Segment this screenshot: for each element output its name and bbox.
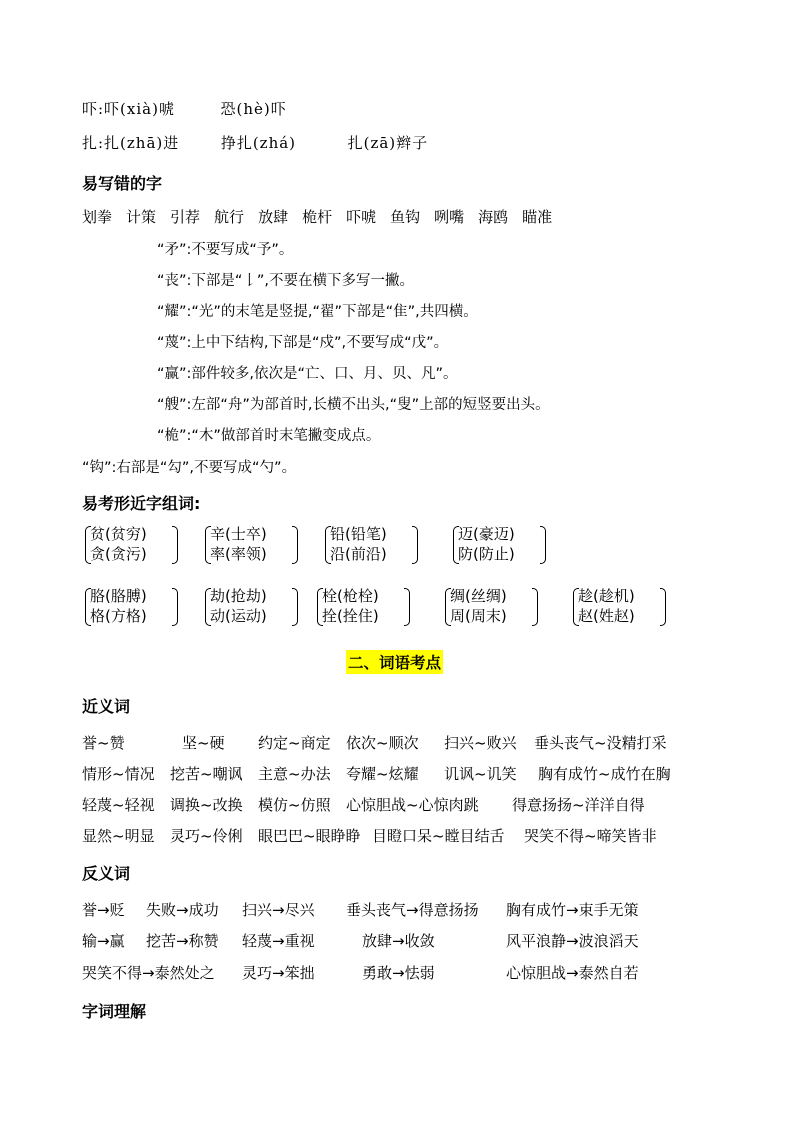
antonym-pair: 勇敢→怯弱 [362, 964, 435, 982]
char-group [450, 586, 507, 626]
char-group-line: 劫(抢劫) [210, 587, 267, 605]
synonym-pair: 眼巴巴~眼睁睁 [258, 827, 361, 845]
char-group-line: 拴(拴住) [322, 607, 379, 625]
antonym-pair: 灵巧→笨拙 [242, 964, 315, 982]
antonym-pair: 挖苦→称赞 [146, 932, 219, 950]
note-line: “蔑”:上中下结构,下部是“戍”,不要写成“戊”。 [157, 335, 449, 351]
synonym-pair: 挖苦~嘲讽 [170, 765, 243, 783]
char-group-line: 动(运动) [210, 607, 267, 625]
char-group [210, 586, 267, 626]
word-item: 引荐 [170, 208, 201, 226]
char-group-line: 绸(丝绸) [450, 587, 507, 605]
antonym-pair: 扫兴→尽兴 [242, 901, 315, 919]
synonym-pair: 约定~商定 [258, 734, 331, 752]
word-item: 瞄准 [522, 208, 553, 226]
char-group-line: 胳(胳膊) [90, 587, 147, 605]
word-item: 吓唬 [346, 208, 377, 226]
word-item: 划拳 [82, 208, 113, 226]
pinyin-item: 恐(hè)吓 [220, 100, 287, 118]
word-item: 放肆 [258, 208, 289, 226]
word-item: 鱼钩 [390, 208, 421, 226]
pinyin-item: 挣扎(zhá) [220, 134, 297, 152]
synonym-pair: 轻蔑~轻视 [82, 796, 155, 814]
synonym-pair: 目瞪口呆~瞠目结舌 [372, 827, 505, 845]
synonym-pair: 胸有成竹~成竹在胸 [538, 765, 671, 783]
char-group-line: 趁(趁机) [578, 587, 635, 605]
synonym-pair: 扫兴~败兴 [444, 734, 517, 752]
note-line: “艘”:左部“舟”为部首时,长横不出头,“叟”上部的短竖要出头。 [157, 397, 550, 413]
antonym-pair: 放肆→收敛 [362, 932, 435, 950]
antonym-pair: 誉→贬 [82, 901, 125, 919]
char-group [90, 586, 147, 626]
note-line: “桅”:“木”做部首时末笔撇变成点。 [157, 428, 381, 444]
synonym-pair: 灵巧~伶俐 [170, 827, 243, 845]
char-group-line: 沿(前沿) [330, 545, 387, 563]
antonym-pair: 垂头丧气→得意扬扬 [346, 901, 479, 919]
char-group [322, 586, 379, 626]
synonym-pair: 心惊胆战~心惊肉跳 [346, 796, 479, 814]
char-group-line: 栓(枪栓) [322, 587, 379, 605]
char-group-line: 率(率领) [210, 545, 267, 563]
char-group-line: 周(周末) [450, 607, 507, 625]
note-line: “丧”:下部是“𠄌”,不要在横下多写一撇。 [157, 273, 415, 289]
section-two-title: 二、词语考点 [346, 650, 443, 674]
note-line: “钩”:右部是“勾”,不要写成“勺”。 [82, 460, 297, 476]
antonym-pair: 胸有成竹→束手无策 [506, 901, 639, 919]
char-group [210, 524, 267, 564]
section-heading-similar-chars: 易考形近字组词: [82, 494, 201, 513]
char-group [458, 524, 515, 564]
word-understanding-heading: 字词理解 [82, 1002, 147, 1021]
section-heading-hard-to-write: 易写错的字 [82, 174, 163, 193]
word-item: 咧嘴 [434, 208, 465, 226]
note-line: “耀”:“光”的末笔是竖提,“翟”下部是“隹”,共四横。 [157, 304, 478, 320]
synonym-pair: 誉~赞 [82, 734, 125, 752]
char-group-line: 迈(豪迈) [458, 525, 515, 543]
pinyin-line-1 [82, 98, 287, 119]
char-group-line: 贪(贪污) [90, 545, 147, 563]
antonym-pair: 轻蔑→重视 [242, 932, 315, 950]
char-group-line: 防(防止) [458, 545, 515, 563]
antonym-pair: 失败→成功 [146, 901, 219, 919]
char-group-line: 贫(贫穷) [90, 525, 147, 543]
synonym-pair: 调换~改换 [170, 796, 243, 814]
word-item: 桅杆 [302, 208, 333, 226]
char-group-line: 赵(姓赵) [578, 607, 635, 625]
word-item: 计策 [126, 208, 157, 226]
synonym-pair: 主意~办法 [258, 765, 331, 783]
synonym-pair: 情形~情况 [82, 765, 155, 783]
antonym-pair: 心惊胆战→泰然自若 [506, 964, 639, 982]
antonyms-heading: 反义词 [82, 864, 131, 883]
char-group-line: 铅(铅笔) [330, 525, 387, 543]
note-line: “赢”:部件较多,依次是“亡、口、月、贝、凡”。 [157, 366, 458, 382]
word-item: 航行 [214, 208, 245, 226]
synonyms-heading: 近义词 [82, 697, 131, 716]
char-group-line: 格(方格) [90, 607, 147, 625]
pinyin-line-2 [82, 132, 428, 153]
char-group [578, 586, 635, 626]
synonym-pair: 垂头丧气~没精打采 [534, 734, 667, 752]
synonym-pair: 依次~顺次 [346, 734, 419, 752]
synonym-pair: 夸耀~炫耀 [346, 765, 419, 783]
pinyin-item: 吓:吓(xià)唬 [82, 100, 175, 118]
synonym-pair: 得意扬扬~洋洋自得 [512, 796, 645, 814]
synonym-pair: 哭笑不得~啼笑皆非 [524, 827, 657, 845]
pinyin-item: 扎:扎(zhā)进 [82, 134, 180, 152]
char-group [330, 524, 387, 564]
antonym-pair: 哭笑不得→泰然处之 [82, 964, 215, 982]
synonym-pair: 显然~明显 [82, 827, 155, 845]
synonym-pair: 模仿~仿照 [258, 796, 331, 814]
synonym-pair: 讥讽~讥笑 [444, 765, 517, 783]
synonym-pair: 坚~硬 [182, 734, 225, 752]
pinyin-item: 扎(zā)辫子 [347, 134, 429, 152]
char-group-line: 辛(士卒) [210, 525, 267, 543]
hard-words-list [82, 206, 566, 227]
word-item: 海鸥 [478, 208, 509, 226]
note-line: “矛”:不要写成“予”。 [157, 242, 294, 258]
antonym-pair: 风平浪静→波浪滔天 [506, 932, 639, 950]
char-group [90, 524, 147, 564]
antonym-pair: 输→赢 [82, 932, 125, 950]
